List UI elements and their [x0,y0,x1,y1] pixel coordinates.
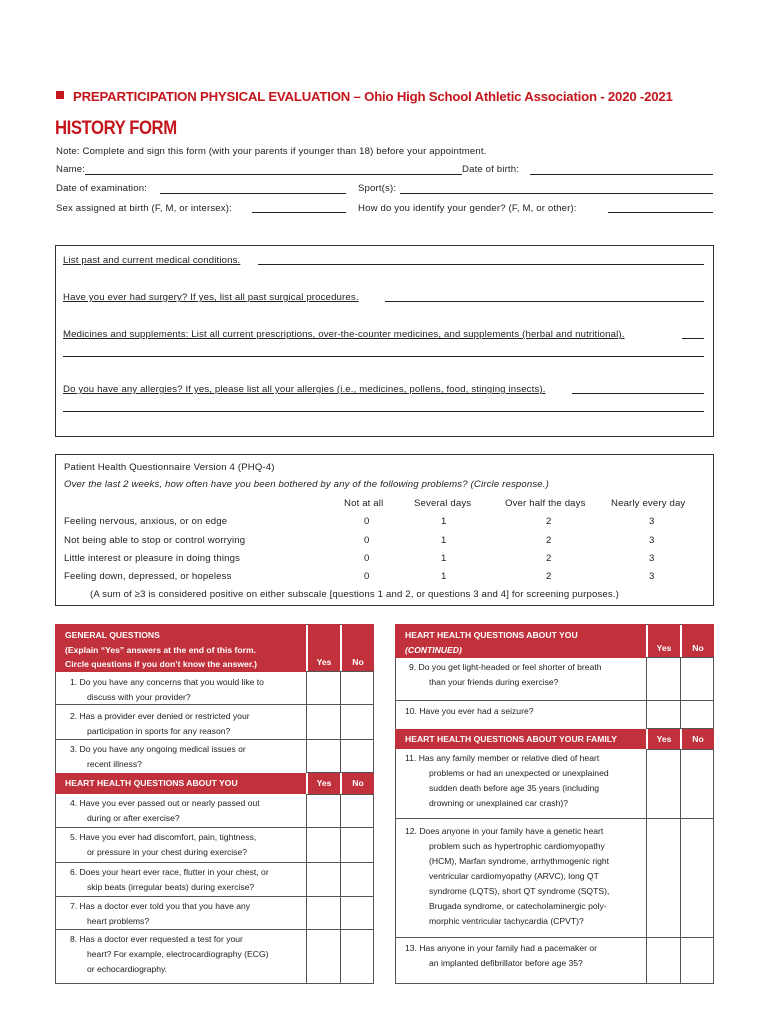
no-column-header: No [342,773,374,794]
q3-no-box[interactable] [340,739,374,773]
yes-column-header: Yes [648,624,680,658]
surgery-field[interactable] [385,301,704,302]
phq4-row-label: Feeling nervous, anxious, or on edge [64,516,228,527]
form-title: HISTORY FORM [55,118,177,139]
question-text: 13. Has anyone in your family had a pacemaker or [405,943,598,953]
gender-field[interactable] [608,212,713,213]
phq4-option[interactable]: 2 [546,553,552,564]
header-line: GENERAL QUESTIONS [65,630,160,640]
phq4-option[interactable]: 1 [441,535,447,546]
question-text: participation in sports for any reason? [87,726,231,736]
dob-field[interactable] [530,174,713,175]
allergies-field[interactable] [572,393,704,394]
question-text: or pressure in your chest during exercise? [87,847,248,857]
phq4-option[interactable]: 3 [649,535,655,546]
name-label: Name: [56,164,86,175]
phq4-option[interactable]: 2 [546,571,552,582]
square-bullet-icon [56,91,64,99]
q9-yes-box[interactable] [646,657,681,701]
q10-no-box[interactable] [680,700,714,729]
q7-no-box[interactable] [340,896,374,930]
question-5 [70,830,300,860]
question-1 [70,675,300,705]
medicines-label: Medicines and supplements: List all current prescriptions, over-the-counter medicines, and supplements (herbal and nutritional). [63,329,625,340]
question-11 [405,751,641,811]
question-text: syndrome (LQTS), short QT syndrome (SQTS), [429,886,610,896]
question-text: 6. Does your heart ever race, flutter in your chest, or [70,867,269,877]
row-divider [395,937,646,938]
q12-no-box[interactable] [680,818,714,938]
question-text: ventricular cardiomyopathy (ARVC), long QT [429,871,599,881]
q12-yes-box[interactable] [646,818,681,938]
q6-no-box[interactable] [340,862,374,897]
phq4-col-several-days: Several days [414,498,472,509]
conditions-label: List past and current medical conditions. [63,255,241,266]
q4-yes-box[interactable] [306,794,341,828]
phq4-subtitle: Over the last 2 weeks, how often have you been bothered by any of the following problems? (Circle response.) [64,479,549,490]
phq4-row-label: Not being able to stop or control worrying [64,535,246,546]
phq4-option[interactable]: 3 [649,553,655,564]
phq4-option[interactable]: 0 [364,571,370,582]
question-text: 11. Has any family member or relative died of heart [405,753,600,763]
phq4-option[interactable]: 2 [546,535,552,546]
medicines-field[interactable] [682,338,704,339]
q6-yes-box[interactable] [306,862,341,897]
question-text: 3. Do you have any ongoing medical issues or [70,744,246,754]
question-text: or echocardiography. [87,964,168,974]
q13-yes-box[interactable] [646,937,681,984]
phq4-option[interactable]: 0 [364,516,370,527]
q9-no-box[interactable] [680,657,714,701]
exam-date-label: Date of examination: [56,183,147,194]
yes-column-header: Yes [308,773,340,794]
general-questions-table [55,624,374,984]
question-text: 12. Does anyone in your family have a genetic heart [405,826,604,836]
allergies-field-2[interactable] [63,411,704,412]
sex-label: Sex assigned at birth (F, M, or intersex): [56,203,232,214]
phq4-option[interactable]: 3 [649,516,655,527]
question-text: 7. Has a doctor ever told you that you have any [70,901,251,911]
heart-health-header: HEART HEALTH QUESTIONS ABOUT YOU [55,773,306,794]
row-divider [55,739,306,740]
question-text: (HCM), Marfan syndrome, arrhythmogenic right [429,856,610,866]
no-column-header: No [682,729,714,749]
header-line: (CONTINUED) [405,644,462,655]
question-8 [70,932,300,977]
yes-column-header: Yes [308,624,340,672]
no-column-header: No [342,624,374,672]
question-text: 5. Have you ever had discomfort, pain, tightness, [70,832,257,842]
medical-history-box [55,245,714,437]
q11-no-box[interactable] [680,749,714,819]
q8-no-box[interactable] [340,929,374,984]
phq4-box [55,454,714,606]
question-text: problem such as hypertrophic cardiomyopathy [429,841,605,851]
question-text: 2. Has a provider ever denied or restricted your [70,711,250,721]
allergies-label: Do you have any allergies? If yes, please list all your allergies (i.e., medicines, pollens, food, stinging insects). [63,384,546,395]
q5-yes-box[interactable] [306,827,341,863]
row-divider [55,896,306,897]
header-line: HEART HEALTH QUESTIONS ABOUT YOU [405,630,578,640]
sport-label: Sport(s): [358,183,397,194]
phq4-option[interactable]: 1 [441,516,447,527]
phq4-option[interactable]: 3 [649,571,655,582]
question-text: 8. Has a doctor ever requested a test for your [70,934,243,944]
phq4-option[interactable]: 1 [441,553,447,564]
question-4 [70,796,300,826]
surgery-label: Have you ever had surgery? If yes, list all past surgical procedures. [63,292,359,303]
general-questions-header [55,624,306,672]
q2-yes-box[interactable] [306,704,341,740]
form-header [56,89,716,104]
question-10: 10. Have you ever had a seizure? [405,706,534,716]
question-text: heart problems? [87,916,150,926]
row-divider [55,862,306,863]
row-divider [55,929,306,930]
header-line: Circle questions if you don’t know the answer.) [65,659,257,669]
phq4-col-over-half: Over half the days [505,498,586,509]
intro-note: Note: Complete and sign this form (with your parents if younger than 18) before your appointment. [56,146,487,157]
question-text: discuss with your provider? [87,692,191,702]
question-12 [405,824,641,929]
medicines-field-2[interactable] [63,356,704,357]
question-text: recent illness? [87,759,142,769]
q13-no-box[interactable] [680,937,714,984]
header-line: (Explain “Yes” answers at the end of this form. [65,644,257,655]
question-text: skip beats (irregular beats) during exercise? [87,882,255,892]
question-text: 9. Do you get light-headed or feel shorter of breath [409,662,602,672]
q1-yes-box[interactable] [306,671,341,705]
phq4-option[interactable]: 1 [441,571,447,582]
phq4-title: Patient Health Questionnaire Version 4 (PHQ-4) [64,462,275,473]
name-field[interactable] [85,174,462,175]
phq4-row-label: Feeling down, depressed, or hopeless [64,571,232,582]
no-column-header: No [682,624,714,658]
q2-no-box[interactable] [340,704,374,740]
question-3 [70,742,300,772]
question-13 [405,941,641,971]
conditions-field[interactable] [258,264,704,265]
question-text: morphic ventricular tachycardia (CPVT)? [429,916,584,926]
phq4-footnote: (A sum of ≥3 is considered positive on either subscale [questions 1 and 2, or questions 3 and 4] for screening purposes.) [90,589,619,600]
heart-health-table [395,624,714,984]
phq4-col-nearly-every-day: Nearly every day [611,498,686,509]
question-text: during or after exercise? [87,813,180,823]
q11-yes-box[interactable] [646,749,681,819]
phq4-option[interactable]: 0 [364,553,370,564]
phq4-row-label: Little interest or pleasure in doing things [64,553,241,564]
question-7 [70,899,300,929]
dob-label: Date of birth: [462,164,520,175]
gender-label: How do you identify your gender? (F, M, or other): [358,203,577,214]
sport-field[interactable] [400,193,713,194]
question-text: heart? For example, electrocardiography (ECG) [87,949,269,959]
question-9 [409,660,641,690]
question-text: 4. Have you ever passed out or nearly passed out [70,798,260,808]
row-divider [55,704,306,705]
question-text: Brugada syndrome, or catecholaminergic poly- [429,901,607,911]
phq4-option[interactable]: 0 [364,535,370,546]
q3-yes-box[interactable] [306,739,341,773]
question-text: 1. Do you have any concerns that you would like to [70,677,264,687]
question-text: an implanted defibrillator before age 35? [429,958,583,968]
q8-yes-box[interactable] [306,929,341,984]
q10-yes-box[interactable] [646,700,681,729]
q4-no-box[interactable] [340,794,374,828]
question-2 [70,709,300,739]
yes-column-header: Yes [648,729,680,749]
question-text: problems or had an unexpected or unexplained [429,768,609,778]
sex-field[interactable] [252,212,346,213]
question-text: than your friends during exercise? [429,677,559,687]
row-divider [395,700,646,701]
row-divider [395,818,646,819]
row-divider [55,827,306,828]
phq4-option[interactable]: 2 [546,516,552,527]
phq4-col-not-at-all: Not at all [344,498,384,509]
question-6 [70,865,300,895]
q1-no-box[interactable] [340,671,374,705]
heart-continued-header [395,624,646,658]
header-title: PREPARTICIPATION PHYSICAL EVALUATION – Ohio High School Athletic Association - 2020 -2021 [73,89,673,104]
family-header: HEART HEALTH QUESTIONS ABOUT YOUR FAMILY [395,729,646,749]
q7-yes-box[interactable] [306,896,341,930]
q5-no-box[interactable] [340,827,374,863]
exam-date-field[interactable] [160,193,346,194]
question-text: drowning or unexplained car crash)? [429,798,569,808]
question-text: sudden death before age 35 years (including [429,783,600,793]
